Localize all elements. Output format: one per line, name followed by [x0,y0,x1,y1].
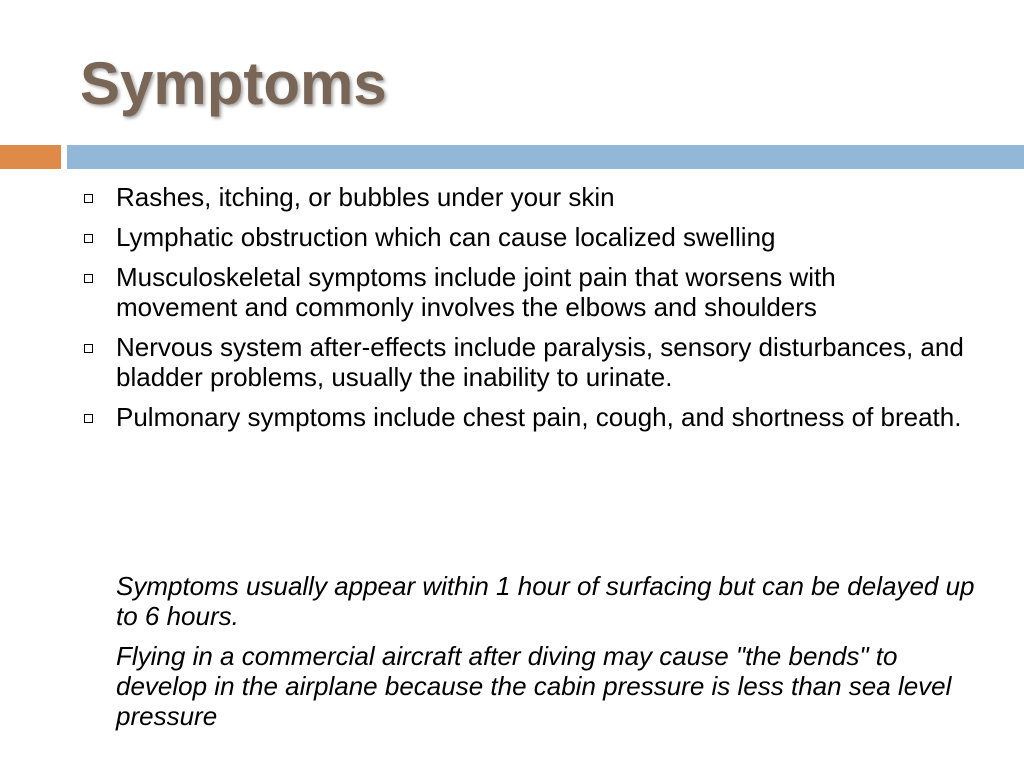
square-bullet-icon [84,344,93,353]
bullet-item-lymphatic [84,222,964,252]
square-bullet-icon [84,194,93,203]
bullet-text: Pulmonary symptoms include chest pain, cough, and shortness of breath. [116,402,962,432]
square-bullet-icon [84,234,93,243]
bullet-list [84,182,964,442]
accent-bar-blue [67,145,1024,169]
note-flying-after-diving: Flying in a commercial aircraft after diving may cause "the bends" to develop in the airplane because the cabin pressure is less than sea level pressure [116,641,952,731]
note-onset-timing: Symptoms usually appear within 1 hour of surfacing but can be delayed up to 6 hours. [116,571,975,631]
bullet-item-rashes [84,182,964,212]
notes-block [116,571,976,741]
bullet-item-pulmonary [84,402,964,432]
bullet-text: Rashes, itching, or bubbles under your skin [116,182,615,212]
bullet-text: Lymphatic obstruction which can cause localized swelling [116,222,776,252]
square-bullet-icon [84,414,93,423]
accent-bar-orange [0,145,61,169]
bullet-text: Nervous system after-effects include paralysis, sensory disturbances, and bladder problems, usually the inability to urinate. [116,332,964,392]
bullet-item-nervous-system [84,332,964,392]
slide-title: Symptoms [80,50,387,117]
square-bullet-icon [84,274,93,283]
bullet-item-musculoskeletal [84,262,964,322]
bullet-text: Musculoskeletal symptoms include joint pain that worsens with movement and commonly involves the elbows and shoulders [116,262,836,322]
